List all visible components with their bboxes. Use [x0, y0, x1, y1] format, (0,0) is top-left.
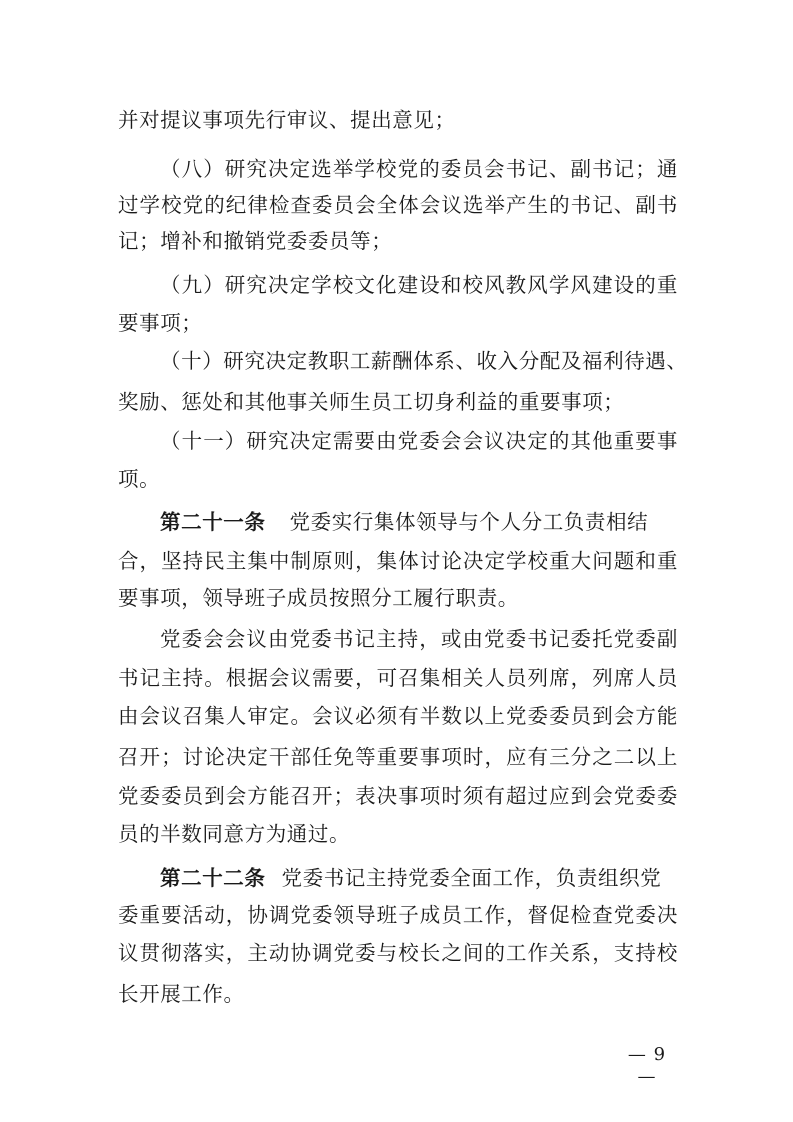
article-heading: 第二十一条	[160, 510, 266, 534]
text-line: 长开展工作。	[118, 982, 245, 1006]
article-text: 党委实行集体领导与个人分工负责相结	[289, 510, 649, 534]
text-line: 项。	[118, 467, 161, 491]
text-line: 并对提议事项先行审议、提出意见；	[118, 108, 456, 132]
text-line: 记；增补和撤销党委委员等；	[118, 229, 393, 253]
text-line: 合，坚持民主集中制原则，集体讨论决定学校重大问题和重	[118, 549, 678, 573]
text-line: 由会议召集人审定。会议必须有半数以上党委委员到会方能	[118, 704, 678, 728]
text-line: 要事项，领导班子成员按照分工履行职责。	[118, 586, 519, 610]
text-line: 党委委员到会方能召开；表决事项时须有超过应到会党委委	[118, 784, 678, 808]
text-line: 奖励、惩处和其他事关师生员工切身利益的重要事项；	[118, 390, 625, 414]
text-line: 员的半数同意方为通过。	[118, 822, 351, 846]
text-line: 党委会会议由党委书记主持，或由党委书记委托党委副	[160, 627, 678, 651]
text-line: （十）研究决定教职工薪酬体系、收入分配及福利待遇、	[160, 349, 688, 373]
article-text: 党委书记主持党委全面工作，负责组织党	[281, 866, 662, 890]
text-line: （九）研究决定学校文化建设和校风教风学风建设的重	[160, 273, 678, 297]
article-line	[160, 510, 678, 534]
text-line: 过学校党的纪律检查委员会全体会议选举产生的书记、副书	[118, 193, 678, 217]
text-line: 要事项；	[118, 311, 203, 335]
article-heading: 第二十二条	[160, 866, 266, 890]
page-number: — 9 —	[627, 1044, 667, 1087]
text-line: （八）研究决定选举学校党的委员会书记、副书记；通	[160, 157, 678, 181]
text-line: 议贯彻落实，主动协调党委与校长之间的工作关系，支持校	[118, 941, 678, 965]
text-line: 召开；讨论决定干部任免等重要事项时，应有三分之二以上	[118, 745, 678, 769]
article-line	[160, 866, 678, 890]
text-line: 书记主持。根据会议需要，可召集相关人员列席，列席人员	[118, 666, 678, 690]
text-line: （十一）研究决定需要由党委会会议决定的其他重要事	[160, 429, 678, 453]
text-line: 委重要活动，协调党委领导班子成员工作，督促检查党委决	[118, 903, 678, 927]
